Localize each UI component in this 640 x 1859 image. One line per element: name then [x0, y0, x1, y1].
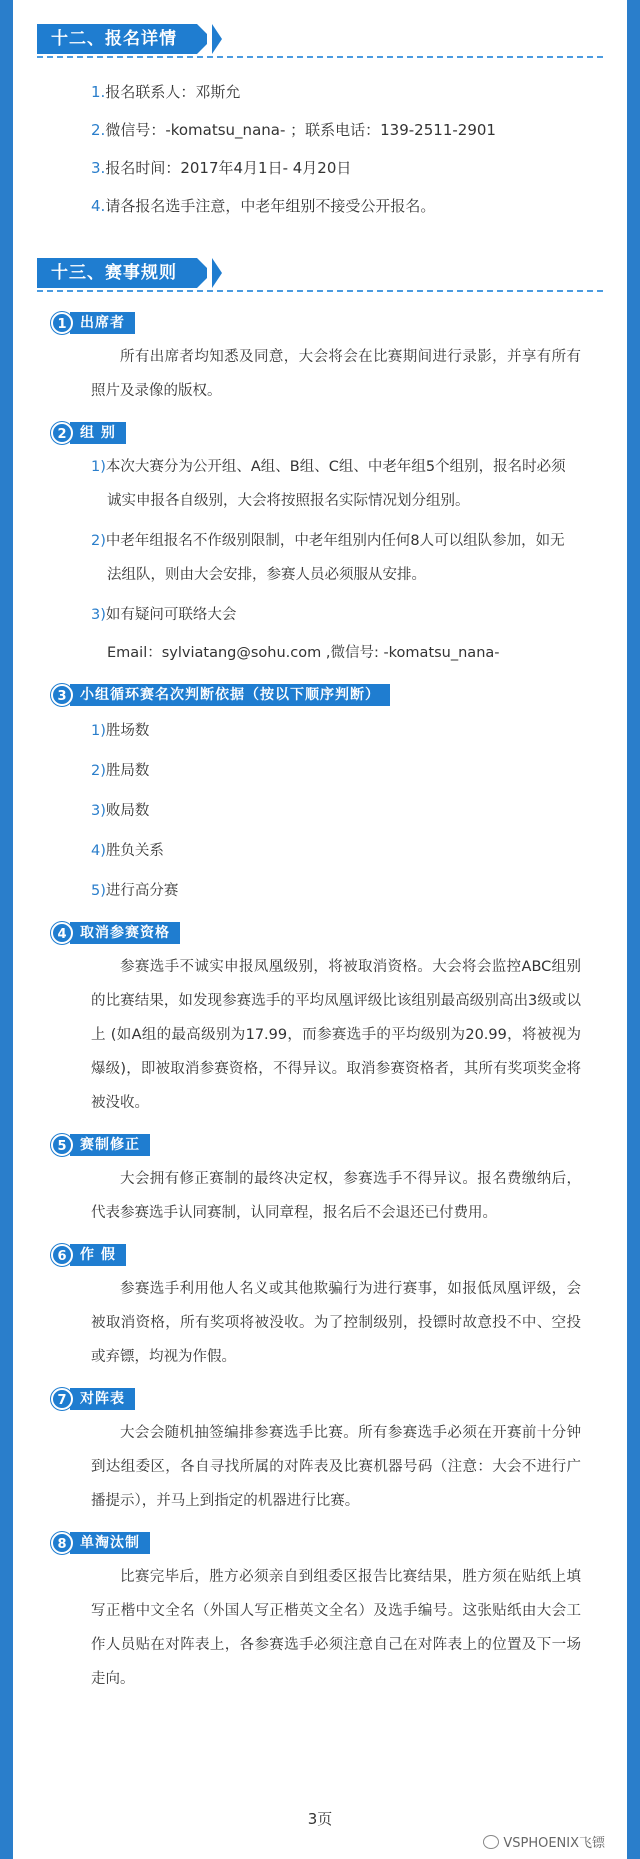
right-border: [627, 0, 640, 1859]
list-item: 4)胜负关系: [91, 843, 164, 859]
list-item: 5)进行高分赛: [91, 883, 179, 899]
section-header-13: [37, 256, 603, 290]
rule-header-ranking: [51, 684, 603, 706]
section-title: 十三、赛事规则: [37, 258, 197, 288]
registration-contact: 1.报名联系人：邓斯允: [91, 83, 241, 101]
rule-body: 参赛选手利用他人名义或其他欺骗行为进行赛事，如报低凤凰评级，会被取消资格，所有奖项将被没收。为了控制级别，投镖时故意投不中、空投或弃镖，均视为作假。: [91, 1281, 581, 1365]
section-header-12: [37, 22, 603, 56]
rule-title: 组 别: [70, 422, 126, 444]
number-badge-icon: 8: [51, 1532, 73, 1554]
rule-title: 赛制修正: [70, 1134, 150, 1156]
registration-wechat: 2.微信号：-komatsu_nana- ；联系电话：139-2511-2901: [91, 121, 496, 139]
number-badge-icon: 6: [51, 1244, 73, 1266]
dashed-divider: [37, 290, 603, 292]
number-badge-icon: 7: [51, 1388, 73, 1410]
number-badge-icon: 2: [51, 422, 73, 444]
rule-body: 大会会随机抽签编排参赛选手比赛。所有参赛选手必须在开赛前十分钟到达组委区，各自寻找所属的对阵表及比赛机器号码（注意：大会不进行广播提示），并马上到指定的机器进行比赛。: [91, 1425, 581, 1509]
number-badge-icon: 5: [51, 1134, 73, 1156]
wechat-icon: [483, 1835, 499, 1849]
list-item-continued: 诚实申报各自级别，大会将按照报名实际情况划分组别。: [107, 493, 470, 509]
rule-title: 单淘汰制: [70, 1532, 150, 1554]
rule-header-bracket: [51, 1388, 603, 1410]
chevron-icon: [212, 258, 222, 288]
section-title: 十二、报名详情: [37, 24, 197, 54]
number-badge-icon: 1: [51, 312, 73, 334]
list-item: 1)本次大赛分为公开组、A组、B组、C组、中老年组5个组别，报名时必须: [91, 459, 566, 475]
watermark-text: VSPHOENIX飞镖: [503, 1836, 605, 1851]
rule-body: 比赛完毕后，胜方必须亲自到组委区报告比赛结果，胜方须在贴纸上填写正楷中文全名（外国人写正楷英文全名）及选手编号。这张贴纸由大会工作人员贴在对阵表上，各参赛选手必须注意自己在对阵表上的位置及下一场走向。: [91, 1569, 581, 1687]
rule-header-cheating: [51, 1244, 603, 1266]
rule-header-disqualification: [51, 922, 603, 944]
page-number: 3页: [307, 1810, 333, 1828]
dashed-divider: [37, 56, 603, 58]
number-badge-icon: 3: [51, 684, 73, 706]
rule-title: 小组循环赛名次判断依据（按以下顺序判断）: [70, 684, 390, 706]
left-border: [0, 0, 13, 1859]
rule-title: 对阵表: [70, 1388, 135, 1410]
list-item-continued: 法组队，则由大会安排，参赛人员必须服从安排。: [107, 567, 426, 583]
registration-time: 3.报名时间：2017年4月1日- 4月20日: [91, 159, 352, 177]
rule-body: 参赛选手不诚实申报凤凰级别，将被取消资格。大会将会监控ABC组别的比赛结果，如发现参赛选手的平均凤凰评级比该组别最高级别高出3级或以上 (如A组的最高级别为17.99，而参赛选手的平均级别为20.99，将被视为爆级)，即被取消参赛资格，不得异议。取消参赛资格者，其所有奖项奖金将被没收。: [91, 959, 581, 1111]
list-item: 3)败局数: [91, 803, 150, 819]
rule-title: 出席者: [70, 312, 135, 334]
rule-title: 取消参赛资格: [70, 922, 180, 944]
chevron-icon: [212, 24, 222, 54]
list-item: 2)中老年组报名不作级别限制，中老年组别内任何8人可以组队参加，如无: [91, 533, 565, 549]
list-item: 3)如有疑问可联络大会: [91, 607, 237, 623]
watermark: [483, 1832, 605, 1851]
contact-email: Email：sylviatang@sohu.com ,微信号: -komatsu_nana-: [107, 645, 500, 661]
document-page: [13, 0, 627, 1859]
rule-title: 作 假: [70, 1244, 126, 1266]
rule-header-amendment: [51, 1134, 603, 1156]
rule-body: 大会拥有修正赛制的最终决定权，参赛选手不得异议。报名费缴纳后，代表参赛选手认同赛制，认同章程，报名后不会退还已付费用。: [91, 1171, 581, 1221]
registration-note: 4.请各报名选手注意，中老年组别不接受公开报名。: [91, 197, 436, 215]
list-item: 2)胜局数: [91, 763, 150, 779]
rule-header-single-elimination: [51, 1532, 603, 1554]
list-item: 1)胜场数: [91, 723, 150, 739]
number-badge-icon: 4: [51, 922, 73, 944]
rule-body: 所有出席者均知悉及同意，大会将会在比赛期间进行录影，并享有所有照片及录像的版权。: [91, 349, 581, 399]
rule-header-attendees: [51, 312, 603, 334]
rule-header-groups: [51, 422, 603, 444]
